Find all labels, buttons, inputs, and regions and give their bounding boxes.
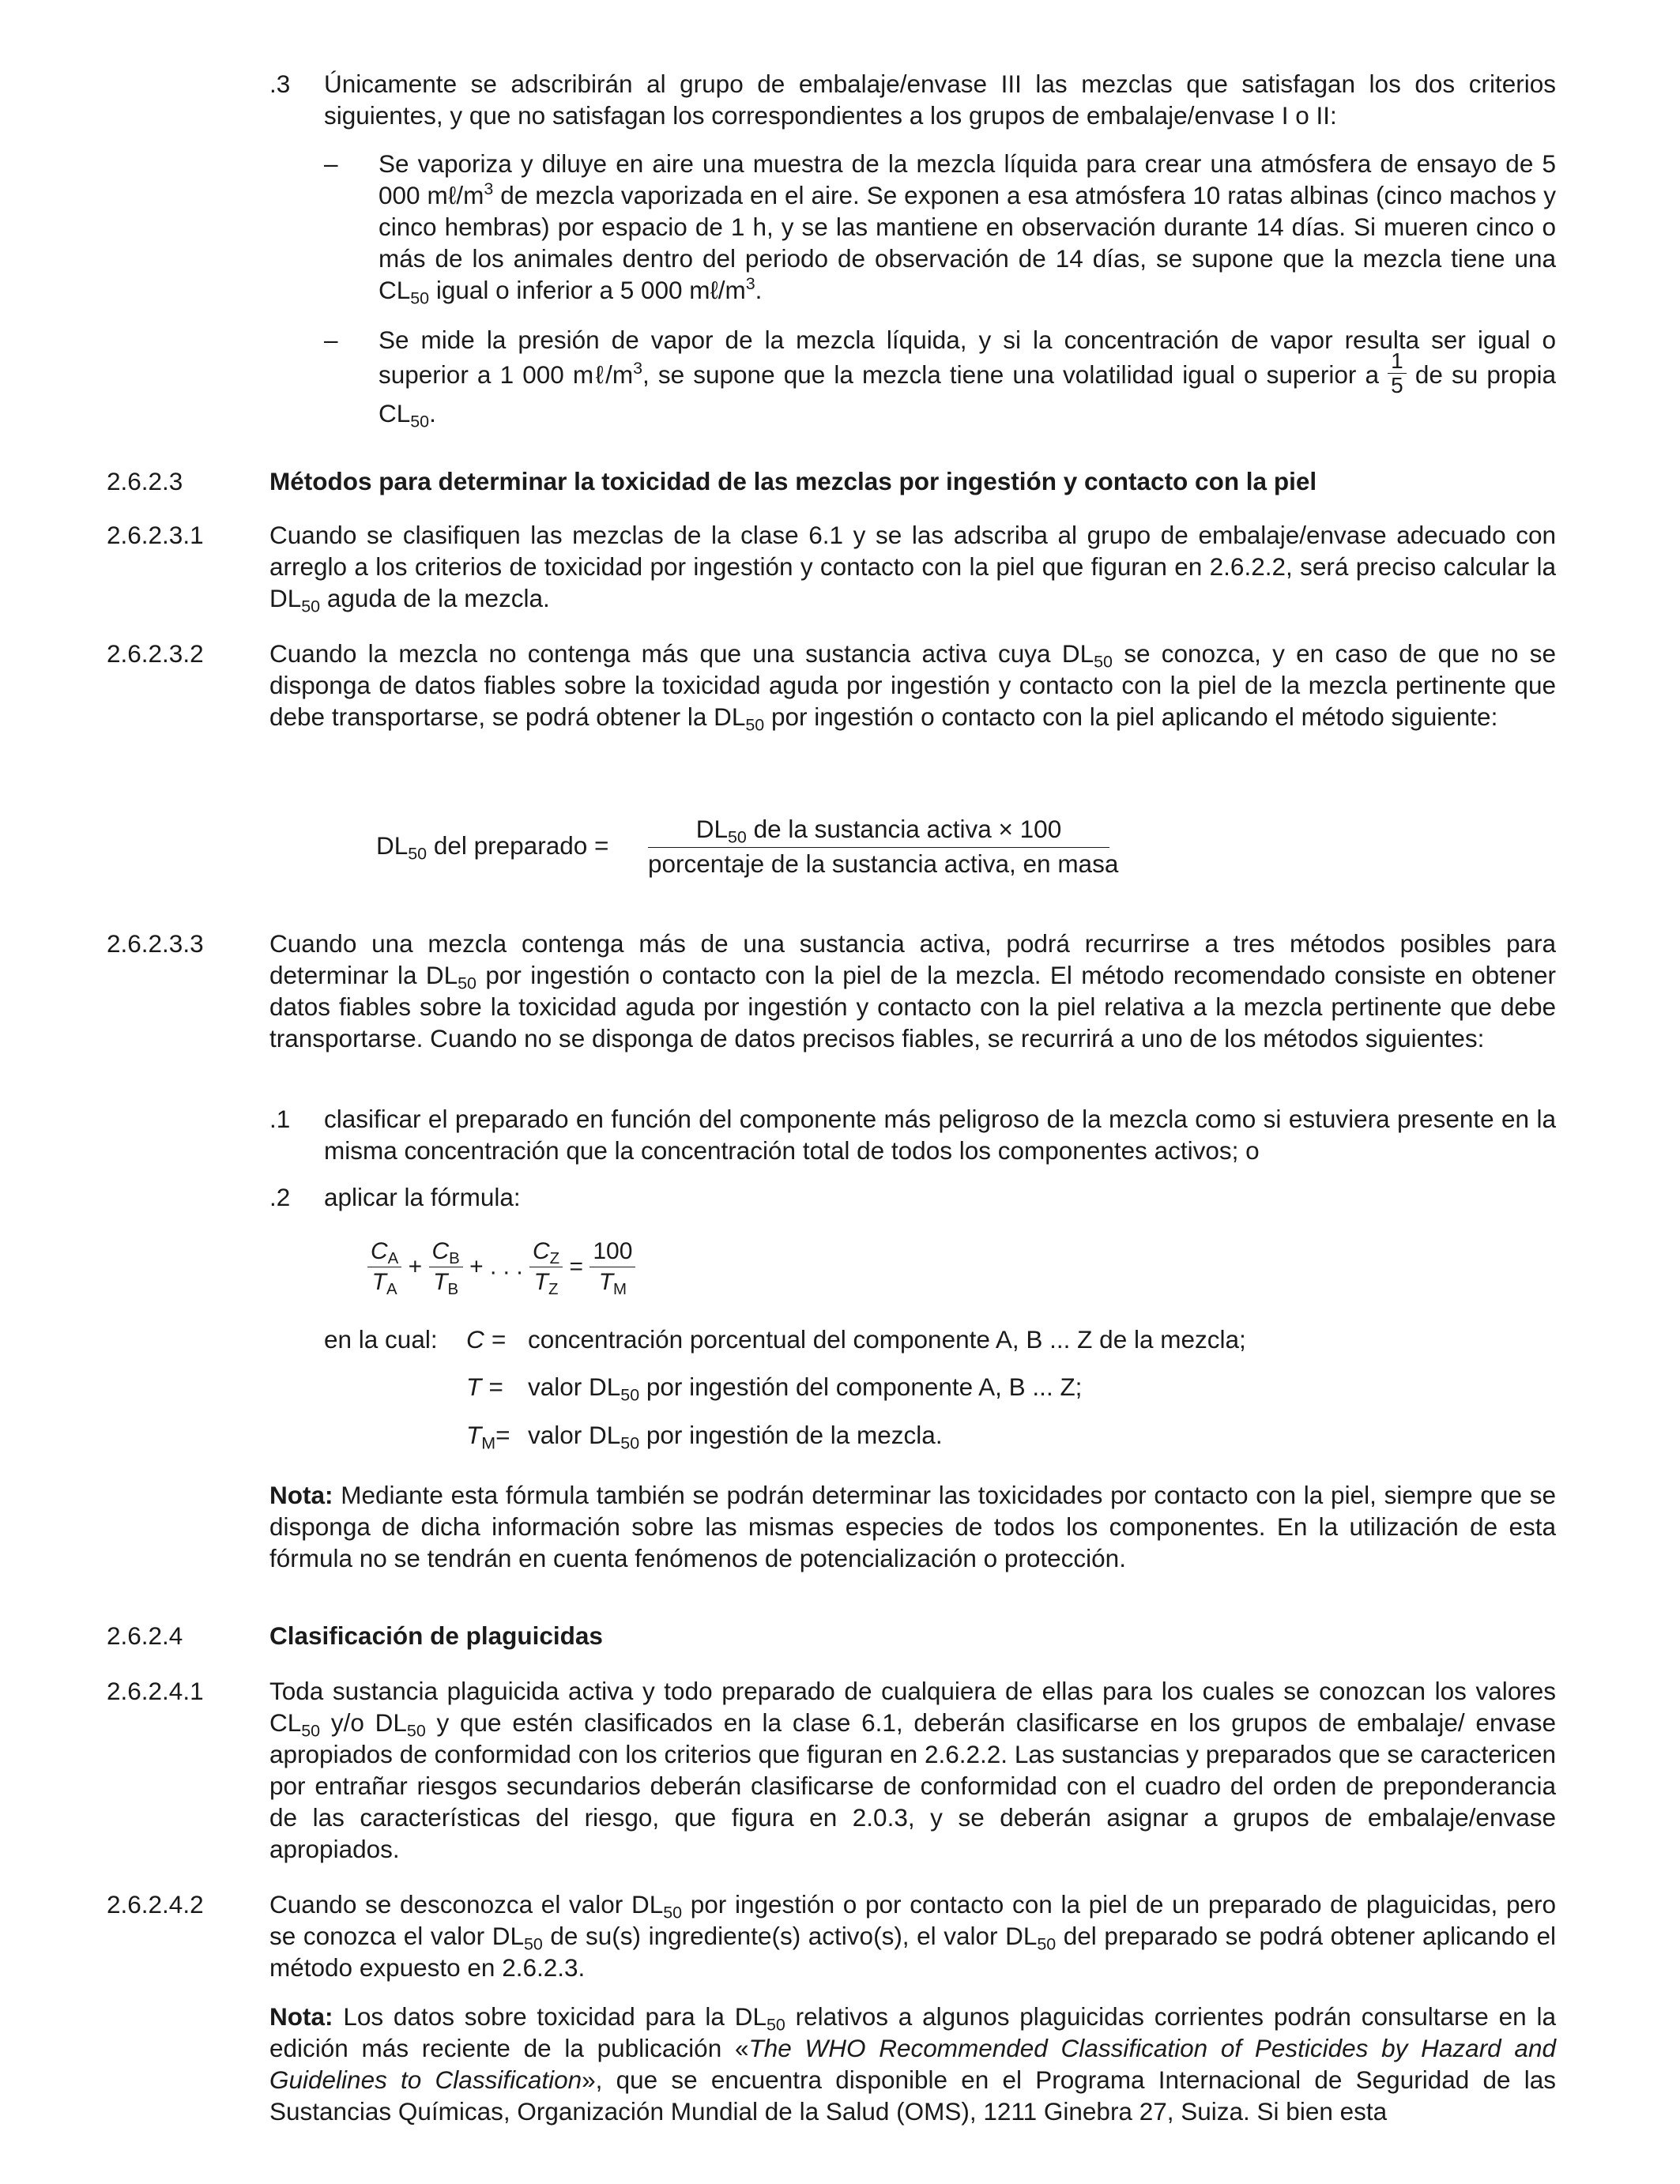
paragraph: Únicamente se adscribirán al grupo de embalaje/envase III las mezclas que satisfagan los dos criterios siguientes, y que no satisfagan los correspondientes a los grupos de embalaje/envase I o II:	[324, 70, 1556, 130]
formula-sum: $\frac{C_A}{T_A}$ + $\frac{C_B}{T_B}$ + . . . $\frac{C_Z}{T_Z}$ = $\frac{100}{T_M}$	[367, 1237, 635, 1308]
paragraph: Toda sustancia plaguicida activa y todo preparado de cualquiera de ellas para los cuales se conozcan los valores $CL_{50}$ y/o $DL_{50}$ y que estén clasificados en la clase 6.1, deberán clasificarse en los grupos de embalaje/ envase apropiados de conformidad con los criterios que figuran en 2.6.2.2. Las sustancias y preparados que se caractericen por entrañar riesgos secundarios deberán clasificarse de conformidad con el cuadro del orden de preponderancia de las características del riesgo, que figura en 2.0.3, y se deberán asignar a grupos de embalaje/envase apropiados.	[269, 1677, 1556, 1863]
note: Nota: Mediante esta fórmula también se podrán determinar las toxicidades por contacto con la piel, siempre que se disponga de dicha información sobre las mismas especies de todos los componentes. En la utilización de esta fórmula no se tendrán en cuenta fenómenos de potencialización o protección.	[269, 1481, 1556, 1572]
paragraph: Se vaporiza y diluye en aire una muestra de la mezcla líquida para crear una atmósfera de ensayo de 5 000 $m\ell/m^3$ de mezcla vaporizada en el aire. Se exponen a esa atmósfera 10 ratas albinas (cinco machos y cinco hembras) por espacio de 1 h, y se las mantiene en observación durante 14 días. Si mueren cinco o más de los animales dentro del periodo de observación de 14 días, se supone que la mezcla tiene una $CL_{50}$ igual o inferior a 5 000 $m\ell/m^3$.	[379, 149, 1556, 308]
section-number: 2.6.2.4.1	[107, 1677, 204, 1705]
bullet-dash: –	[324, 326, 338, 354]
item-number: .2	[269, 1183, 291, 1211]
section-heading: Clasificación de plaguicidas	[269, 1621, 603, 1650]
document-page: .3 Únicamente se adscribirán al grupo de embalaje/envase III las mezclas que satisfagan los dos criterios siguientes, y que no satisfagan los correspondientes a los grupos de embalaje/envase I o II: – Se vaporiza y diluye en aire una muestra de la mezcla líquida para crear una atmósfera de ensayo de 5 000 $m\ell/m^3$ de mezcla vaporizada en el aire. Se exponen a esa atmósfera 10 ratas albinas (cinco machos y cinco hembras) por espacio de 1 h, y se las mantiene en observación durante 14 días. Si mueren cinco o más de los animales dentro del periodo de observación de 14 días, se supone que la mezcla tiene una $CL_{50}$ igual o inferior a 5 000 $m\ell/m^3$. – Se mide la presión de vapor de la mezcla líquida, y si la concentración de vapor resulta ser igual o superior a 1 000 $m\ell/m^3$, se supone que la mezcla tiene una volatilidad igual o superior a $\frac{1}{5}$ de su propia $CL_{50}$. 2.6.2.3 Métodos para determinar la toxicidad de las mezclas por ingestión y contacto con la piel 2.6.2.3.1 Cuando se clasifiquen las mezclas de la clase 6.1 y se las adscriba al grupo de embalaje/envase adecuado con arreglo a los criterios de toxicidad por ingestión y contacto con la piel que figuran en 2.6.2.2, será preciso calcular la $DL_{50}$ aguda de la mezcla. 2.6.2.3.2 Cuando la mezcla no contenga más que una sustancia activa cuya $DL_{50}$ se conozca, y en caso de que no se disponga de datos fiables sobre la toxicidad aguda por ingestión y contacto con la piel de la mezcla pertinente que debe transportarse, se podrá obtener la $DL_{50}$ por ingestión o contacto con la piel aplicando el método siguiente: $DL_{50}$ del preparado = $DL_{50}$ de la sustancia activa × 100 porcentaje de la sustancia activa, en masa 2.6.2.3.3 Cuando una mezcla contenga más de una sustancia activa, podrá recurrirse a tres métodos posibles para determinar la $DL_{50}$ por ingestión o contacto con la piel de la mezcla. El método recomendado consiste en obtener datos fiables sobre la toxicidad aguda por ingestión y contacto con la piel relativa a la mezcla pertinente que debe transportarse. Cuando no se disponga de datos precisos fiables, se recurrirá a uno de los métodos siguientes: .1 clasificar el preparado en función del componente más peligroso de la mezcla como si estuviera presente en la misma concentración que la concentración total de todos los componentes activos; o .2 aplicar la fórmula: $\frac{C_A}{T_A}$ + $\frac{C_B}{T_B}$ + . . . $\frac{C_Z}{T_Z}$ = $\frac{100}{T_M}$ en la cual: C = concentración porcentual del componente A, B ... Z de la mezcla; T = valor $DL_{50}$ por ingestión del componente A, B ... Z; $T_M=$ valor $DL_{50}$ por ingestión de la mezcla. Nota: Mediante esta fórmula también se podrán determinar las toxicidades por contacto con la piel, siempre que se disponga de dicha información sobre las mismas especies de todos los componentes. En la utilización de esta fórmula no se tendrán en cuenta fenómenos de potencialización o protección. 2.6.2.4 Clasificación de plaguicidas 2.6.2.4.1 Toda sustancia plaguicida activa y todo preparado de cualquiera de ellas para los cuales se conozcan los valores $CL_{50}$ y/o $DL_{50}$ y que estén clasificados en la clase 6.1, deberán clasificarse en los grupos de embalaje/ envase apropiados de conformidad con los criterios que figuran en 2.6.2.2. Las sustancias y preparados que se caractericen por entrañar riesgos secundarios deberán clasificarse de conformidad con el cuadro del orden de preponderancia de las características del riesgo, que figura en 2.0.3, y se deberán asignar a grupos de embalaje/envase apropiados. 2.6.2.4.2 Cuando se desconozca el valor $DL_{50}$ por ingestión o por contacto con la piel de un preparado de plaguicidas, pero se conozca el valor $DL_{50}$ de su(s) ingrediente(s) activo(s), el valor $DL_{50}$ del preparado se podrá obtener aplicando el método expuesto en 2.6.2.3. Nota: Los datos sobre toxicidad para la $DL_{50}$ relativos a algunos plaguicidas corrientes podrán consultarse en la edición más reciente de la publicación «The WHO Recommended Classification of Pesticides by Hazard and Guidelines to Classification», que se encuentra disponible en el Programa Internacional de Seguridad de las Sustancias Químicas, Organización Mundial de la Salud (OMS), 1211 Ginebra 27, Suiza. Si bien esta	[107, 70, 1556, 2126]
item-number: .1	[269, 1105, 291, 1133]
paragraph: Se mide la presión de vapor de la mezcla líquida, y si la concentración de vapor resulta ser igual o superior a 1 000 $m\ell/m^3$, se supone que la mezcla tiene una volatilidad igual o superior a $\frac{1}{5}$ de su propia $CL_{50}$.	[379, 326, 1556, 431]
paragraph: clasificar el preparado en función del componente más peligroso de la mezcla como si estuviera presente en la misma concentración que la concentración total de todos los componentes activos; o	[324, 1105, 1556, 1165]
def-text: valor $DL_{50}$ por ingestión del componente A, B ... Z;	[528, 1373, 1083, 1405]
section-heading: Métodos para determinar la toxicidad de las mezclas por ingestión y contacto con la piel	[269, 467, 1317, 495]
paragraph: aplicar la fórmula:	[324, 1183, 521, 1211]
section-number: 2.6.2.4.2	[107, 1890, 204, 1919]
section-number: 2.6.2.3.2	[107, 639, 204, 668]
paragraph: Cuando se desconozca el valor $DL_{50}$ por ingestión o por contacto con la piel de un preparado de plaguicidas, pero se conozca el valor $DL_{50}$ de su(s) ingrediente(s) activo(s), el valor $DL_{50}$ del preparado se podrá obtener aplicando el método expuesto en 2.6.2.3.	[269, 1890, 1556, 1982]
where-label: en la cual:	[324, 1325, 438, 1354]
paragraph: Cuando una mezcla contenga más de una sustancia activa, podrá recurrirse a tres métodos posibles para determinar la $DL_{50}$ por ingestión o contacto con la piel de la mezcla. El método recomendado consiste en obtener datos fiables sobre la toxicidad aguda por ingestión y contacto con la piel relativa a la mezcla pertinente que debe transportarse. Cuando no se disponga de datos precisos fiables, se recurrirá a uno de los métodos siguientes:	[269, 929, 1556, 1052]
def-text: concentración porcentual del componente A, B ... Z de la mezcla;	[528, 1325, 1246, 1354]
item-number: .3	[269, 70, 291, 98]
def-symbol: C =	[466, 1325, 506, 1354]
def-symbol: $T_M=$	[466, 1421, 510, 1453]
paragraph: Cuando se clasifiquen las mezclas de la clase 6.1 y se las adscriba al grupo de embalaje/envase adecuado con arreglo a los criterios de toxicidad por ingestión y contacto con la piel que figuran en 2.6.2.2, será preciso calcular la $DL_{50}$ aguda de la mezcla.	[269, 521, 1556, 616]
bullet-dash: –	[324, 149, 338, 178]
def-symbol: T =	[466, 1373, 503, 1401]
note: Nota: Los datos sobre toxicidad para la $DL_{50}$ relativos a algunos plaguicidas corrientes podrán consultarse en la edición más reciente de la publicación «The WHO Recommended Classification of Pesticides by Hazard and Guidelines to Classification», que se encuentra disponible en el Programa Internacional de Seguridad de las Sustancias Químicas, Organización Mundial de la Salud (OMS), 1211 Ginebra 27, Suiza. Si bien esta	[269, 2002, 1556, 2126]
section-number: 2.6.2.3.1	[107, 521, 204, 549]
section-number: 2.6.2.3.3	[107, 929, 204, 958]
section-number: 2.6.2.3	[107, 467, 183, 495]
paragraph: Cuando la mezcla no contenga más que una sustancia activa cuya $DL_{50}$ se conozca, y en caso de que no se disponga de datos fiables sobre la toxicidad aguda por ingestión y contacto con la piel de la mezcla pertinente que debe transportarse, se podrá obtener la $DL_{50}$ por ingestión o contacto con la piel aplicando el método siguiente:	[269, 639, 1556, 735]
section-number: 2.6.2.4	[107, 1621, 183, 1650]
def-text: valor $DL_{50}$ por ingestión de la mezcla.	[528, 1421, 943, 1453]
